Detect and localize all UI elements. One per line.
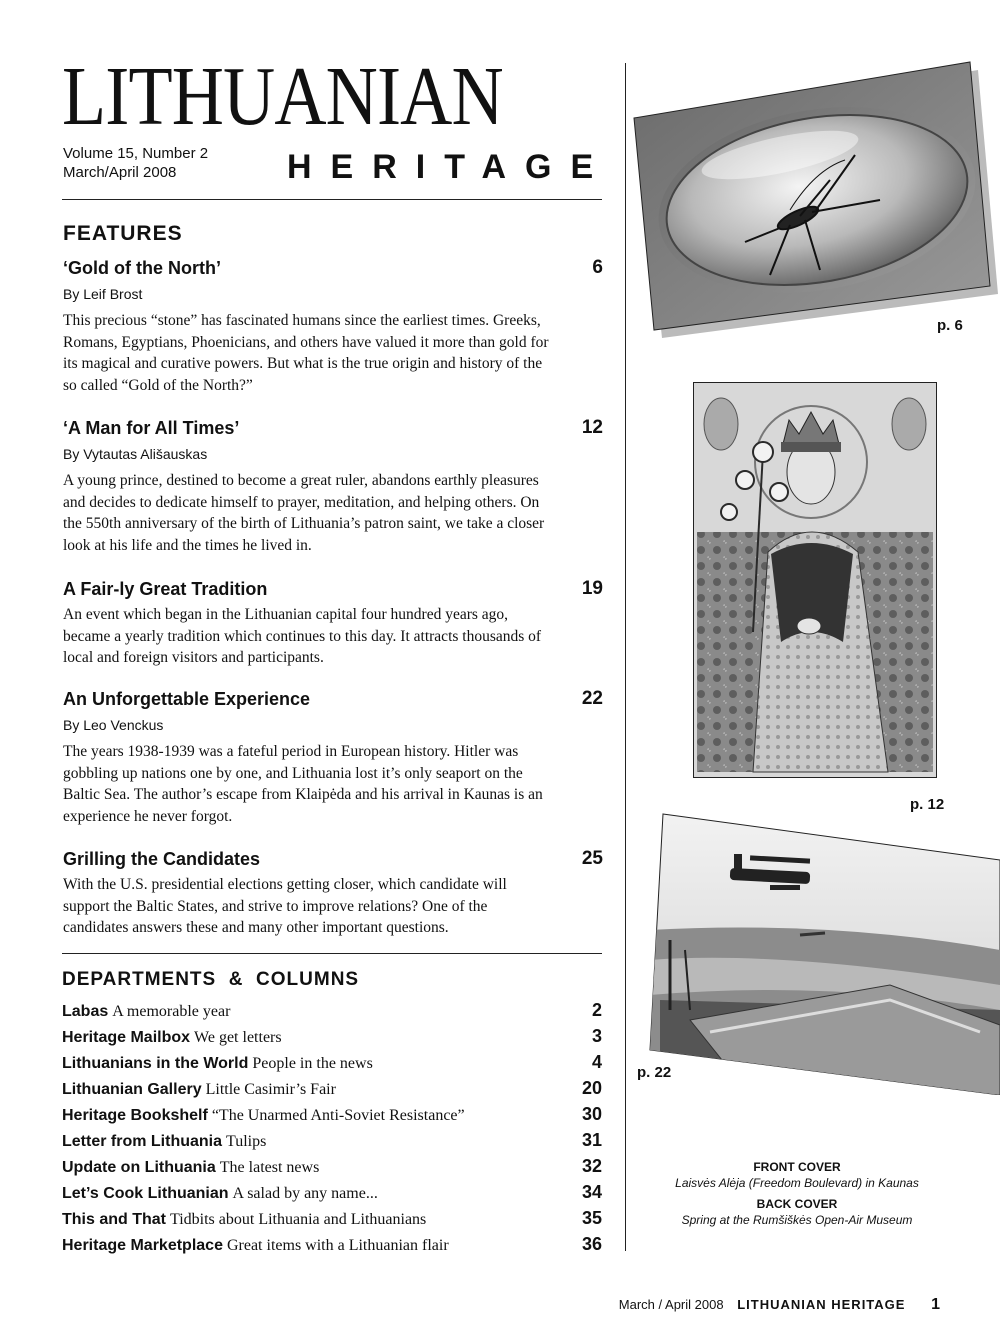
photo-caption-p12: p. 12: [910, 796, 945, 813]
department-page: 30: [581, 1104, 602, 1124]
feature-title[interactable]: ‘A Man for All Times’: [63, 418, 240, 438]
feature-title[interactable]: A Fair-ly Great Tradition: [63, 579, 268, 599]
front-cover-description: Laisvės Alėja (Freedom Boulevard) in Kaunas: [675, 1176, 919, 1190]
department-name[interactable]: This and That: [62, 1211, 166, 1228]
feature-item[interactable]: [63, 847, 603, 939]
masthead-divider: [62, 199, 602, 200]
department-page: 3: [591, 1026, 602, 1046]
department-description: A memorable year: [112, 1003, 231, 1020]
department-page: 36: [581, 1234, 602, 1254]
page-number: 1: [931, 1296, 940, 1313]
department-page: 31: [581, 1130, 602, 1150]
front-cover-heading: FRONT COVER: [753, 1160, 841, 1174]
feature-page: 6: [592, 257, 603, 278]
feature-item[interactable]: [63, 256, 603, 396]
department-description: “The Unarmed Anti-Soviet Resistance”: [211, 1107, 465, 1124]
masthead-title: LITHUANIAN: [62, 50, 503, 143]
issue-date: March/April 2008: [63, 164, 177, 181]
department-name[interactable]: Lithuanians in the World: [62, 1055, 249, 1072]
features-heading: FEATURES: [63, 222, 183, 245]
amber-photo: [630, 60, 1000, 350]
department-page: 34: [581, 1182, 602, 1202]
department-row[interactable]: [62, 1208, 602, 1229]
department-row[interactable]: [62, 1234, 602, 1255]
back-cover-description: Spring at the Rumšiškės Open-Air Museum: [681, 1213, 913, 1227]
department-row[interactable]: [62, 1026, 602, 1047]
feature-page: 25: [581, 848, 603, 869]
department-name[interactable]: Heritage Marketplace: [62, 1237, 223, 1254]
feature-page: 12: [581, 417, 603, 438]
feature-byline: By Vytautas Ališauskas: [63, 446, 208, 462]
feature-description: An event which began in the Lithuanian capital four hundred years ago, became a yearly tradition which continues to this day. It attracts thousands of local and foreign visitors and participants.: [63, 606, 542, 666]
cover-credits: [627, 1159, 967, 1233]
department-page: 35: [581, 1208, 602, 1228]
back-cover-heading: BACK COVER: [756, 1197, 838, 1211]
departments-heading: DEPARTMENTS & COLUMNS: [62, 969, 360, 990]
harbor-photo: [630, 810, 1000, 1095]
feature-title[interactable]: Grilling the Candidates: [63, 849, 261, 869]
feature-description: This precious “stone” has fascinated humans since the earliest times. Greeks, Romans, Egyptians, Phoenicians, and others have valued it more than gold for its magical and curative powers. But what is the true origin and history of the so called “Gold of the North?”: [63, 312, 549, 394]
feature-byline: By Leif Brost: [63, 286, 143, 302]
footer-magazine-name: LITHUANIAN HERITAGE: [737, 1297, 906, 1312]
feature-description: With the U.S. presidential elections getting closer, which candidate will support the Baltic States, and strive to improve relations? One of the candidates answers these and many other important questions.: [63, 876, 507, 936]
department-description: Tidbits about Lithuania and Lithuanians: [170, 1211, 427, 1228]
department-row[interactable]: [62, 1052, 602, 1073]
issue-info: [63, 144, 208, 182]
department-row[interactable]: [62, 1000, 602, 1021]
department-page: 2: [591, 1000, 602, 1020]
department-name[interactable]: Letter from Lithuania: [62, 1133, 223, 1150]
department-description: The latest news: [219, 1159, 320, 1176]
footer-date: March / April 2008: [618, 1297, 724, 1312]
department-row[interactable]: [62, 1130, 602, 1151]
department-name[interactable]: Heritage Mailbox: [62, 1029, 191, 1046]
department-description: People in the news: [252, 1055, 373, 1072]
feature-page: 19: [581, 578, 603, 599]
feature-title[interactable]: ‘Gold of the North’: [63, 258, 221, 278]
feature-byline: By Leo Venckus: [63, 717, 164, 733]
department-description: Tulips: [226, 1133, 267, 1150]
photo-caption-p22: p. 22: [637, 1064, 672, 1081]
department-description: Little Casimir’s Fair: [205, 1081, 336, 1098]
photo-caption-p6: p. 6: [937, 317, 963, 334]
department-row[interactable]: [62, 1078, 602, 1099]
department-name[interactable]: Lithuanian Gallery: [62, 1081, 202, 1098]
department-page: 4: [591, 1052, 602, 1072]
department-row[interactable]: [62, 1182, 602, 1203]
department-name[interactable]: Let’s Cook Lithuanian: [62, 1185, 229, 1202]
department-page: 20: [581, 1078, 602, 1098]
saint-painting-photo: [693, 382, 937, 778]
page-footer: [520, 1296, 940, 1314]
section-divider: [62, 953, 602, 954]
column-divider: [625, 63, 626, 1251]
feature-item[interactable]: [63, 416, 603, 556]
department-row[interactable]: [62, 1104, 602, 1125]
feature-item[interactable]: [63, 577, 603, 669]
masthead-subtitle: HERITAGE: [287, 148, 613, 186]
department-description: A salad by any name...: [232, 1185, 378, 1202]
department-name[interactable]: Update on Lithuania: [62, 1159, 216, 1176]
department-description: We get letters: [194, 1029, 282, 1046]
volume-number: Volume 15, Number 2: [63, 145, 209, 162]
feature-title[interactable]: An Unforgettable Experience: [63, 689, 311, 709]
department-name[interactable]: Labas: [62, 1003, 109, 1020]
department-page: 32: [581, 1156, 602, 1176]
feature-description: The years 1938-1939 was a fateful period in European history. Hitler was gobbling up nations one by one, and Lithuania lost it’s only seaport on the Baltic Sea. The author’s escape from Klaipėda and his arrival in Kaunas is an experience he never forgot.: [63, 743, 543, 825]
feature-page: 22: [581, 688, 603, 709]
department-row[interactable]: [62, 1156, 602, 1177]
department-description: Great items with a Lithuanian flair: [226, 1237, 449, 1254]
department-name[interactable]: Heritage Bookshelf: [62, 1107, 208, 1124]
feature-description: A young prince, destined to become a great ruler, abandons earthly pleasures and decides to dedicate himself to prayer, meditation, and helping others. On the 550th anniversary of the birth of Lithuania’s patron saint, we take a closer look at his life and the times he lived in.: [63, 472, 545, 554]
feature-item[interactable]: [63, 687, 603, 827]
